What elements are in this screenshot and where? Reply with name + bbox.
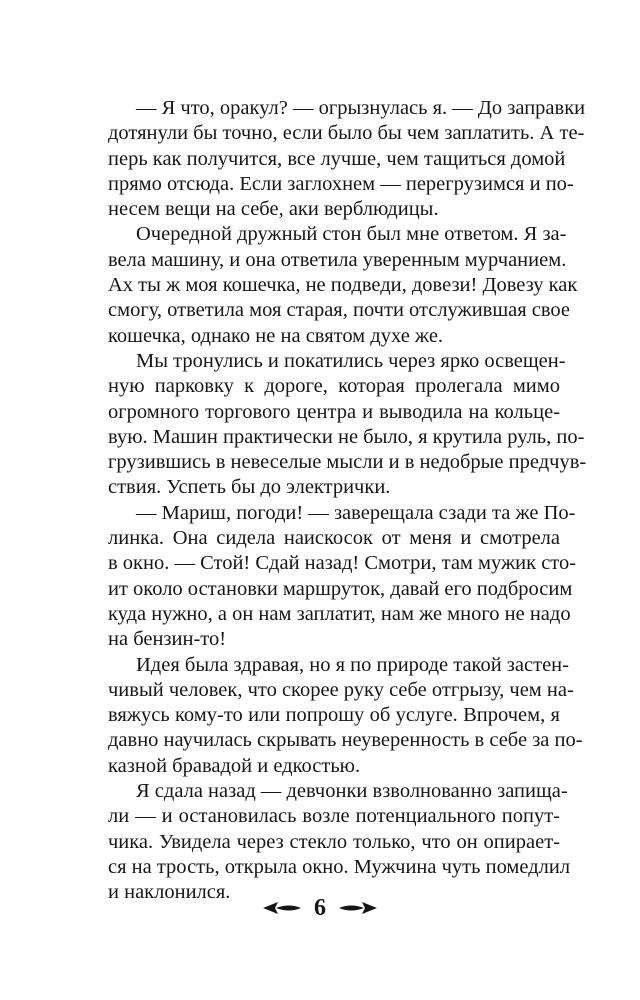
text-line: в окно. — Стой! Сдай назад! Смотри, там мужик сто- bbox=[108, 552, 577, 575]
text-line: казной бравадой и едкостью. bbox=[108, 754, 361, 777]
paragraph-3 bbox=[108, 349, 587, 501]
text-line: линка. Она сидела наискосок от меня и смотрела bbox=[108, 527, 560, 550]
text-line: перь как получится, все лучше, чем тащиться домой bbox=[108, 147, 566, 170]
text-line: Я сдала назад — девчонки взволнованно запища- bbox=[136, 780, 568, 803]
text-line: ся на трость, открыла окно. Мужчина чуть помедлил bbox=[108, 855, 571, 878]
arrow-ornament-right-icon bbox=[338, 900, 378, 916]
text-line: Ах ты ж моя кошечка, не подведи, довези! Довезу как bbox=[108, 274, 578, 297]
paragraph-5 bbox=[108, 653, 583, 779]
text-line: чивый человек, что скорее руку себе отгрызу, чем на- bbox=[108, 678, 574, 701]
text-line: вую. Машин практически не было, я крутила руль, по- bbox=[108, 425, 585, 448]
text-line: несем вещи на себе, аки верблюдицы. bbox=[108, 198, 439, 221]
paragraph-1 bbox=[108, 96, 586, 222]
page-number: 6 bbox=[314, 895, 326, 921]
text-line: кошечка, однако не на святом духе же. bbox=[108, 324, 444, 347]
text-line: вела машину, и она ответила уверенным мурчанием. bbox=[108, 248, 567, 271]
text-line: смогу, ответила моя старая, почти отслужившая свое bbox=[108, 299, 571, 322]
paragraph-4 bbox=[108, 501, 577, 653]
arrow-ornament-left-icon bbox=[262, 900, 302, 916]
body-text bbox=[108, 96, 587, 906]
text-line: ли — и остановилась возле потенциального попут- bbox=[108, 805, 560, 828]
text-line: на бензин-то! bbox=[108, 628, 227, 651]
text-line: дотянули бы точно, если было бы чем заплатить. А те- bbox=[108, 122, 585, 145]
paragraph-6 bbox=[108, 779, 571, 905]
text-line: и наклонился. bbox=[108, 881, 231, 904]
text-line: — Мариш, погоди! — заверещала сзади та же По- bbox=[136, 501, 576, 524]
text-line: ную парковку к дороге, которая пролегала мимо bbox=[108, 375, 560, 398]
text-line: ит около остановки маршруток, давай его подбросим bbox=[108, 577, 573, 600]
text-line: Идея была здравая, но я по природе такой застен- bbox=[136, 653, 569, 676]
text-line: Мы тронулись и покатились через ярко освещен- bbox=[136, 349, 566, 372]
text-line: Очередной дружный стон был мне ответом. Я за- bbox=[136, 223, 567, 246]
text-line: вяжусь кому-то или попрошу об услуге. Впрочем, я bbox=[108, 704, 560, 727]
text-line: давно научилась скрывать неуверенность в себе за по- bbox=[108, 729, 583, 752]
text-line: грузившись в невеселые мысли и в недобрые предчув- bbox=[108, 451, 587, 474]
page-footer bbox=[0, 890, 640, 926]
paragraph-2 bbox=[108, 222, 578, 348]
text-line: огромного торгового центра и выводила на кольце- bbox=[108, 400, 560, 423]
text-line: — Я что, оракул? — огрызнулась я. — До заправки bbox=[136, 97, 586, 119]
text-line: ствия. Успеть бы до электрички. bbox=[108, 476, 391, 499]
text-line: куда нужно, а он нам заплатит, нам же много не надо bbox=[108, 602, 571, 625]
text-line: чика. Увидела через стекло только, что он опирает- bbox=[108, 830, 560, 853]
text-line: прямо отсюда. Если заглохнем — перегрузимся и по- bbox=[108, 172, 574, 195]
